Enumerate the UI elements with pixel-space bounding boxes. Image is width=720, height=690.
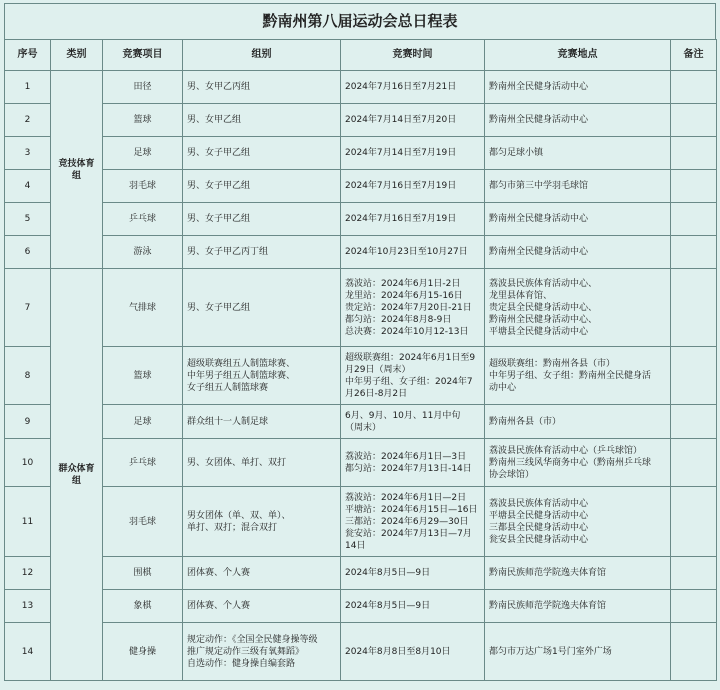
row-venue: 荔波县民族体育活动中心 平塘县全民健身活动中心 三都县全民健身活动中心 瓮安县全民健身活动中心 [485,487,671,557]
row-time: 2024年10月23日至10月27日 [341,236,485,269]
row-no: 1 [5,71,51,104]
row-time: 超级联赛组：2024年6月1日至9 月29日（周末） 中年男子组、女子组：2024年7 月26日-8月2日 [341,347,485,405]
row-sport: 田径 [103,71,183,104]
table-row [5,439,717,487]
row-sport: 象棋 [103,590,183,623]
row-no: 14 [5,623,51,681]
category-competitive: 竞技体育组 [51,71,103,269]
row-group: 男、女子甲乙组 [183,137,341,170]
table-row [5,487,717,557]
row-venue: 都匀足球小镇 [485,137,671,170]
row-note [671,487,717,557]
schedule-table [4,39,717,681]
row-time: 2024年7月16日至7月19日 [341,203,485,236]
row-note [671,104,717,137]
row-venue: 黔南州各县（市） [485,405,671,439]
row-no: 10 [5,439,51,487]
row-sport: 乒乓球 [103,439,183,487]
row-note [671,623,717,681]
header-sport: 竞赛项目 [103,40,183,71]
table-row [5,104,717,137]
table-row [5,170,717,203]
row-venue: 超级联赛组：黔南州各县（市） 中年男子组、女子组：黔南州全民健身活 动中心 [485,347,671,405]
row-no: 12 [5,557,51,590]
header-no: 序号 [5,40,51,71]
row-note [671,269,717,347]
row-group: 男、女甲乙组 [183,104,341,137]
header-category: 类别 [51,40,103,71]
row-group: 男、女子甲乙组 [183,203,341,236]
table-row [5,590,717,623]
row-venue: 都匀市第三中学羽毛球馆 [485,170,671,203]
row-sport: 羽毛球 [103,487,183,557]
row-sport: 健身操 [103,623,183,681]
row-no: 3 [5,137,51,170]
row-venue: 荔波县民族体育活动中心（乒乓球馆） 黔南州三线风华商务中心（黔南州乒乓球 协会球馆） [485,439,671,487]
row-venue: 黔南民族师范学院逸夫体育馆 [485,590,671,623]
row-no: 5 [5,203,51,236]
row-time: 荔波站：2024年6月1日-2日 龙里站：2024年6月15-16日 贵定站：2024年7月20日-21日 都匀站：2024年8月8-9日 总决赛：2024年10月12-13日 [341,269,485,347]
row-group: 规定动作：《全国全民健身操等级 推广规定动作三级有氧舞蹈》 自选动作：健身操自编套路 [183,623,341,681]
table-row [5,405,717,439]
row-group: 男、女子甲乙丙丁组 [183,236,341,269]
row-venue: 黔南州全民健身活动中心 [485,104,671,137]
row-time: 荔波站：2024年6月1日—2日 平塘站：2024年6月15日—16日 三都站：2024年6月29—30日 瓮安站：2024年7月13日—7月 14日 [341,487,485,557]
table-row [5,269,717,347]
row-venue: 黔南州全民健身活动中心 [485,71,671,104]
row-sport: 羽毛球 [103,170,183,203]
row-note [671,236,717,269]
header-note: 备注 [671,40,717,71]
row-time: 2024年8月5日—9日 [341,557,485,590]
row-time: 2024年8月8日至8月10日 [341,623,485,681]
row-no: 2 [5,104,51,137]
row-group: 团体赛、个人赛 [183,590,341,623]
row-note [671,405,717,439]
row-time: 荔波站：2024年6月1日—3日 都匀站：2024年7月13日-14日 [341,439,485,487]
row-no: 13 [5,590,51,623]
row-venue: 黔南民族师范学院逸夫体育馆 [485,557,671,590]
table-row [5,557,717,590]
table-row [5,71,717,104]
row-sport: 围棋 [103,557,183,590]
row-time: 2024年7月14日至7月19日 [341,137,485,170]
row-note [671,439,717,487]
row-group: 男、女子甲乙组 [183,170,341,203]
row-note [671,557,717,590]
row-no: 4 [5,170,51,203]
table-row [5,236,717,269]
row-sport: 气排球 [103,269,183,347]
row-note [671,71,717,104]
row-group: 男女团体（单、双、单）、 单打、双打；混合双打 [183,487,341,557]
category-mass: 群众体育组 [51,269,103,681]
row-time: 2024年7月14日至7月20日 [341,104,485,137]
header-group: 组别 [183,40,341,71]
row-no: 7 [5,269,51,347]
row-note [671,137,717,170]
row-sport: 足球 [103,405,183,439]
header-time: 竞赛时间 [341,40,485,71]
row-group: 团体赛、个人赛 [183,557,341,590]
header-row [5,40,717,71]
row-time: 6月、9月、10月、11月中旬 （周末） [341,405,485,439]
page-title: 黔南州第八届运动会总日程表 [4,3,716,39]
table-row [5,347,717,405]
row-group: 超级联赛组五人制篮球赛、 中年男子组五人制篮球赛、 女子组五人制篮球赛 [183,347,341,405]
row-no: 6 [5,236,51,269]
row-group: 群众组十一人制足球 [183,405,341,439]
row-time: 2024年7月16日至7月19日 [341,170,485,203]
row-venue: 荔波县民族体育活动中心、 龙里县体育馆、 贵定县全民健身活动中心、 黔南州全民健身活动中心、 平塘县全民健身活动中心 [485,269,671,347]
row-sport: 篮球 [103,104,183,137]
row-venue: 黔南州全民健身活动中心 [485,236,671,269]
schedule-document [4,3,716,681]
row-note [671,203,717,236]
header-venue: 竞赛地点 [485,40,671,71]
row-note [671,347,717,405]
row-group: 男、女团体、单打、双打 [183,439,341,487]
row-sport: 游泳 [103,236,183,269]
row-no: 11 [5,487,51,557]
row-note [671,170,717,203]
row-time: 2024年8月5日—9日 [341,590,485,623]
table-row [5,203,717,236]
row-no: 8 [5,347,51,405]
row-group: 男、女甲乙丙组 [183,71,341,104]
table-row [5,137,717,170]
row-time: 2024年7月16日至7月21日 [341,71,485,104]
row-venue: 都匀市万达广场1号门室外广场 [485,623,671,681]
row-group: 男、女子甲乙组 [183,269,341,347]
row-sport: 乒乓球 [103,203,183,236]
row-note [671,590,717,623]
row-sport: 足球 [103,137,183,170]
row-venue: 黔南州全民健身活动中心 [485,203,671,236]
table-row [5,623,717,681]
row-sport: 篮球 [103,347,183,405]
row-no: 9 [5,405,51,439]
